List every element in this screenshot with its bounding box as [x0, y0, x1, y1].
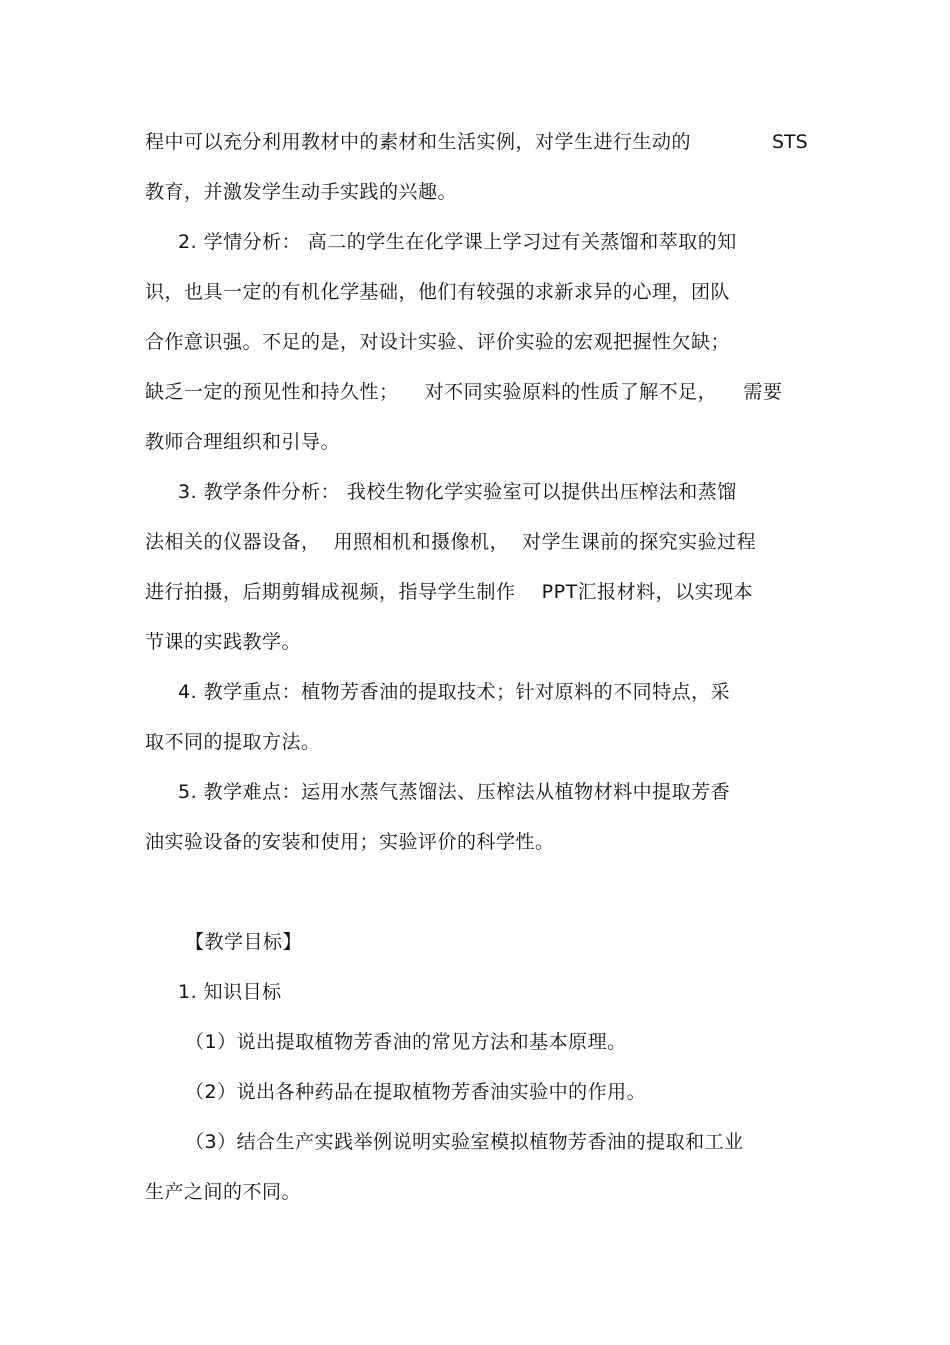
section-teaching-difficulty: 5. 教学难点：运用水蒸气蒸馏法、压榨法从植物材料中提取芳香: [178, 781, 731, 803]
paragraph-line: 油实验设备的安装和使用；实验评价的科学性。: [145, 831, 555, 853]
paragraph-line: 节课的实践教学。: [145, 631, 302, 653]
paragraph-line: 合作意识强。不足的是，对设计实验、评价实验的宏观把握性欠缺；: [145, 331, 731, 353]
paragraph-line: 程中可以充分利用教材中的素材和生活实例，对学生进行生动的: [145, 131, 692, 153]
section-learner-analysis: 2. 学情分析： 高二的学生在化学课上学习过有关蒸馏和萃取的知: [178, 231, 737, 253]
paragraph-line: 法相关的仪器设备， 用照相机和摄像机， 对学生课前的探究实验过程: [145, 531, 757, 553]
paragraph-line: 生产之间的不同。: [145, 1181, 302, 1203]
objective-item: （2）说出各种药品在提取植物芳香油实验中的作用。: [185, 1081, 647, 1103]
subheading-knowledge-objectives: 1. 知识目标: [178, 981, 282, 1003]
paragraph-line: 识，也具一定的有机化学基础，他们有较强的求新求异的心理，团队: [145, 281, 731, 303]
paragraph-line: 教师合理组织和引导。: [145, 431, 341, 453]
objective-item: （1）说出提取植物芳香油的常见方法和基本原理。: [185, 1031, 627, 1053]
section-teaching-focus: 4. 教学重点：植物芳香油的提取技术；针对原料的不同特点，采: [178, 681, 731, 703]
section-teaching-conditions: 3. 教学条件分析： 我校生物化学实验室可以提供出压榨法和蒸馏: [178, 481, 737, 503]
sts-term: STS: [772, 131, 808, 153]
paragraph-line: 进行拍摄，后期剪辑成视频，指导学生制作 PPT汇报材料，以实现本: [145, 581, 754, 603]
paragraph-line: 取不同的提取方法。: [145, 731, 321, 753]
heading-teaching-objectives: 【教学目标】: [185, 931, 303, 953]
objective-item: （3）结合生产实践举例说明实验室模拟植物芳香油的提取和工业: [185, 1131, 744, 1153]
paragraph-line: 教育，并激发学生动手实践的兴趣。: [145, 181, 458, 203]
paragraph-line: 缺乏一定的预见性和持久性； 对不同实验原料的性质了解不足， 需要: [145, 381, 783, 403]
